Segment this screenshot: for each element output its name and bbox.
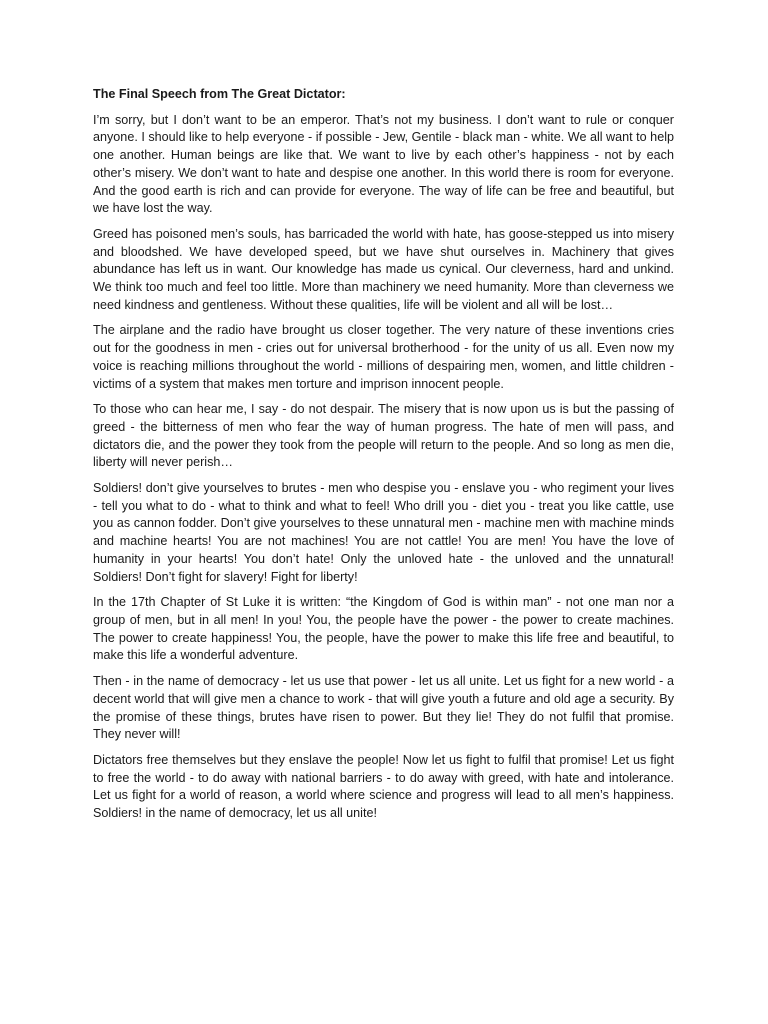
paragraph: Dictators free themselves but they enslave the people! Now let us fight to fulfil that promise! Let us fight to free the world - to do away with national barriers - to do away with greed, with hate and intolerance. Let us fight for a world of reason, a world where science and progress will lead to all men’s happiness. Soldiers! in the name of democracy, let us all unite! xyxy=(93,752,674,821)
paragraph: In the 17th Chapter of St Luke it is written: “the Kingdom of God is within man” - not one man nor a group of men, but in all men! In you! You, the people have the power - the power to create machines. The power to create happiness! You, the people, have the power to make this life free and beautiful, to make this life a wonderful adventure. xyxy=(93,595,674,663)
paragraph: Then - in the name of democracy - let us use that power - let us all unite. Let us fight for a new world - a decent world that will give men a chance to work - that will give youth a future and old age a security. By the promise of these things, brutes have risen to power. But they lie! They do not fulfil that promise. They never will! xyxy=(93,674,674,742)
paragraph: The airplane and the radio have brought us closer together. The very nature of these inventions cries out for the goodness in men - cries out for universal brotherhood - for the unity of us all. Even now my voice is reaching millions throughout the world - millions of despairing men, women, and little children - victims of a system that makes men torture and imprison innocent people. xyxy=(93,323,674,391)
document-page xyxy=(93,86,674,831)
paragraph: I’m sorry, but I don’t want to be an emperor. That’s not my business. I don’t want to rule or conquer anyone. I should like to help everyone - if possible - Jew, Gentile - black man - white. We all want to help one another. Human beings are like that. We want to live by each other’s happiness - not by each other’s misery. We don’t want to hate and despise one another. In this world there is room for everyone. And the good earth is rich and can provide for everyone. The way of life can be free and beautiful, but we have lost the way. xyxy=(93,112,674,216)
paragraph: Soldiers! don’t give yourselves to brutes - men who despise you - enslave you - who regiment your lives - tell you what to do - what to think and what to feel! Who drill you - diet you - treat you like cattle, use you as cannon fodder. Don’t give yourselves to these unnatural men - machine men with machine minds and machine hearts! You are not machines! You are not cattle! You are men! You have the love of humanity in your hearts! You don’t hate! Only the unloved hate - the unloved and the unnatural! Soldiers! Don’t fight for slavery! Fight for liberty! xyxy=(93,481,674,584)
paragraph: To those who can hear me, I say - do not despair. The misery that is now upon us is but the passing of greed - the bitterness of men who fear the way of human progress. The hate of men will pass, and dictators die, and the power they took from the people will return to the people. And so long as men die, liberty will never perish… xyxy=(93,402,674,470)
paragraph: Greed has poisoned men’s souls, has barricaded the world with hate, has goose-stepped us into misery and bloodshed. We have developed speed, but we have shut ourselves in. Machinery that gives abundance has left us in want. Our knowledge has made us cynical. Our cleverness, hard and unkind. We think too much and feel too little. More than machinery we need humanity. More than cleverness we need kindness and gentleness. Without these qualities, life will be violent and all will be lost… xyxy=(93,226,674,312)
document-title: The Final Speech from The Great Dictator: xyxy=(93,87,346,101)
